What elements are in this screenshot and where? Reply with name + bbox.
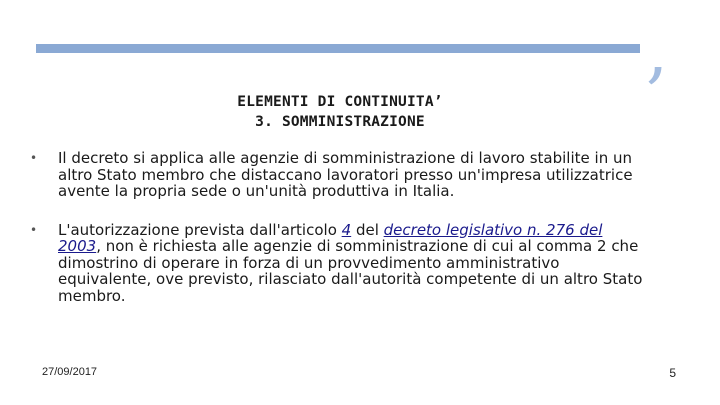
quote-mark-icon: , <box>646 10 669 92</box>
title-line-1: ELEMENTI DI CONTINUITA’ <box>237 94 443 110</box>
bullet-text: Il decreto si applica alle agenzie di somministrazione di lavoro stabilite in un altro Stato membro che distaccano lavoratori presso un'impresa utilizzatrice avente la propria sede o un'unità produttiva in Italia. <box>58 149 633 200</box>
header-accent-bar <box>36 44 640 53</box>
article-link[interactable]: 4 <box>341 220 352 239</box>
bullet-item-2 <box>30 222 645 305</box>
bullet-list <box>30 150 645 304</box>
bullet-dot-icon: • <box>30 222 38 237</box>
bullet-item-1 <box>30 150 645 200</box>
page-number: 5 <box>669 366 676 380</box>
decree-link[interactable]: decreto legislativo n. 276 del 2003 <box>58 220 603 255</box>
slide-title <box>160 92 520 132</box>
bullet-text-part: L'autorizzazione prevista dall'articolo <box>58 220 342 239</box>
bullet-text-part: , non è richiesta alle agenzie di somministrazione di cui al comma 2 che dimostrino di operare in forza di un provvedimento amministrativo equivalente, ove previsto, rilasciato dall'autorità competente di un altro Stato membro. <box>58 237 643 305</box>
bullet-dot-icon: • <box>30 151 38 165</box>
bullet-text-part: del <box>351 220 384 239</box>
title-line-2: 3. SOMMINISTRAZIONE <box>255 114 425 130</box>
footer-date: 27/09/2017 <box>42 366 98 378</box>
